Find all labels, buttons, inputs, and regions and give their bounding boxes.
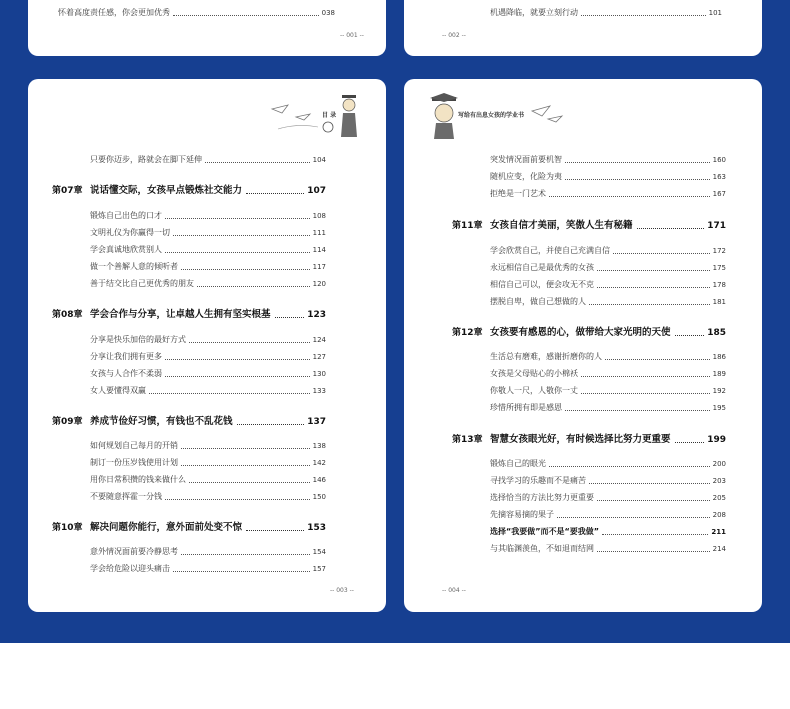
entry-page: 111 — [312, 229, 326, 237]
dot-leader — [149, 392, 310, 394]
entry-label: 女孩是父母贴心的小棉袄 — [490, 369, 578, 378]
entry-page: 195 — [712, 404, 726, 412]
entry-label: 只要你迈步，路就会在脚下延伸 — [90, 155, 202, 164]
dot-leader — [165, 217, 310, 219]
page-002-card — [404, 0, 762, 56]
entry-label: 制订一份压岁钱使用计划 — [90, 458, 178, 467]
dot-leader — [181, 447, 310, 449]
entry-page: 120 — [312, 280, 326, 288]
chapter-heading[interactable] — [452, 220, 726, 232]
chapter-title: 解决问题你能行，意外面前处变不惊 — [90, 522, 243, 533]
entry-page: 108 — [312, 212, 326, 220]
entry-page: 189 — [712, 370, 726, 378]
dot-leader — [165, 375, 310, 377]
chapter-heading[interactable] — [452, 434, 726, 446]
dot-leader — [597, 550, 710, 552]
entry-label: 随机应变，化险为夷 — [490, 172, 562, 181]
dot-leader — [275, 316, 305, 318]
toc-entry[interactable] — [490, 8, 722, 18]
dot-leader — [613, 252, 710, 254]
chapter-heading[interactable] — [52, 309, 326, 321]
dot-leader — [602, 533, 708, 535]
chapter-page: 107 — [307, 186, 326, 196]
chapter-page: 153 — [307, 523, 326, 533]
chapter-title: 学会合作与分享，让卓越人生拥有坚实根基 — [90, 309, 271, 320]
dot-leader — [675, 441, 705, 443]
entry-label: 分享是快乐加倍的最好方式 — [90, 335, 186, 344]
dot-leader — [181, 553, 310, 555]
entry-label: 学会给危险以迎头痛击 — [90, 564, 170, 573]
entry-page: 138 — [312, 442, 326, 450]
chapter-page: 137 — [307, 417, 326, 427]
entry-page: 163 — [712, 173, 726, 181]
entry-page: 172 — [712, 247, 726, 255]
entry-label: 选择“我要做”而不是“要我做” — [490, 527, 600, 536]
toc-entry[interactable] — [490, 510, 726, 520]
toc-entry[interactable] — [90, 564, 326, 574]
dot-leader — [246, 192, 304, 194]
chapter-number: 第10章 — [52, 523, 83, 533]
toc-entry[interactable] — [490, 172, 726, 182]
entry-label: 相信自己可以，便会攻无不克 — [490, 280, 594, 289]
toc-entry[interactable] — [90, 211, 326, 221]
toc-entry[interactable] — [490, 527, 726, 537]
chapter-page: 199 — [707, 435, 726, 445]
entry-label: 与其临渊羡鱼，不如退而结网 — [490, 544, 594, 553]
entry-label: 生活总有磨难，感谢折磨你的人 — [490, 352, 602, 361]
entry-page: 117 — [312, 263, 326, 271]
chapter-page: 185 — [707, 328, 726, 338]
toc-entry[interactable] — [90, 352, 326, 362]
toc-entry[interactable] — [490, 493, 726, 503]
chapter-number: 第08章 — [52, 310, 83, 320]
dot-leader — [637, 227, 705, 229]
dot-leader — [589, 482, 710, 484]
entry-page: 038 — [321, 9, 335, 17]
dot-leader — [165, 358, 310, 360]
entry-page: 167 — [712, 190, 726, 198]
entry-page: 205 — [712, 494, 726, 502]
entry-label: 善于结交比自己更优秀的朋友 — [90, 279, 194, 288]
chapter-page: 171 — [707, 221, 726, 231]
dot-leader — [581, 392, 710, 394]
entry-page: 114 — [312, 246, 326, 254]
dot-leader — [246, 529, 304, 531]
entry-page: 186 — [712, 353, 726, 361]
entry-label: 女孩与人合作不柔弱 — [90, 369, 162, 378]
entry-label: 突发情况面前要机智 — [490, 155, 562, 164]
dot-leader — [565, 161, 710, 163]
dot-leader — [197, 285, 310, 287]
dot-leader — [605, 358, 710, 360]
entry-page: 130 — [312, 370, 326, 378]
entry-label: 锻炼自己出色的口才 — [90, 211, 162, 220]
dot-leader — [549, 465, 710, 467]
entry-label: 珍惜所拥有即是感恩 — [490, 403, 562, 412]
entry-page: 214 — [712, 545, 726, 553]
dot-leader — [205, 161, 310, 163]
dot-leader — [165, 251, 310, 253]
entry-page: 142 — [312, 459, 326, 467]
page-004-card — [404, 79, 762, 612]
toc-entry[interactable] — [90, 547, 326, 557]
toc-entry[interactable] — [490, 246, 726, 256]
chapter-title: 养成节俭好习惯，有钱也不乱花钱 — [90, 416, 233, 427]
chapter-heading[interactable] — [52, 416, 326, 428]
chapter-number: 第13章 — [452, 435, 483, 445]
toc-entry[interactable] — [58, 8, 335, 18]
toc-entry[interactable] — [90, 386, 326, 396]
entry-label: 女人要懂得双赢 — [90, 386, 146, 395]
dot-leader — [597, 499, 710, 501]
toc-entry[interactable] — [490, 155, 726, 165]
toc-entry[interactable] — [490, 369, 726, 379]
toc-entry[interactable] — [490, 280, 726, 290]
chapter-number: 第07章 — [52, 186, 83, 196]
entry-page: 124 — [312, 336, 326, 344]
toc-entry[interactable] — [490, 403, 726, 413]
dot-leader — [557, 516, 710, 518]
toc-entry[interactable] — [490, 476, 726, 486]
page-number: -- 004 -- — [442, 587, 466, 594]
book-title-header: 写给有出息女孩的学业书 — [458, 112, 525, 119]
toc-entry[interactable] — [90, 475, 326, 485]
dot-leader — [181, 464, 310, 466]
page-number: -- 001 -- — [340, 32, 364, 39]
dot-leader — [589, 303, 710, 305]
entry-page: 181 — [712, 298, 726, 306]
entry-page: 192 — [712, 387, 726, 395]
entry-label: 学会欣赏自己，并使自己充满自信 — [490, 246, 610, 255]
dot-leader — [549, 195, 710, 197]
entry-page: 200 — [712, 460, 726, 468]
toc-entry[interactable] — [490, 189, 726, 199]
entry-label: 永远相信自己是最优秀的女孩 — [490, 263, 594, 272]
toc-entry[interactable] — [90, 335, 326, 345]
dot-leader — [597, 269, 710, 271]
entry-label: 学会真诚地欣赏别人 — [90, 245, 162, 254]
entry-page: 146 — [312, 476, 326, 484]
entry-page: 208 — [712, 511, 726, 519]
chapter-title: 智慧女孩眼光好，有时候选择比努力更重要 — [490, 434, 671, 445]
entry-label: 做一个善解人意的倾听者 — [90, 262, 178, 271]
entry-page: 150 — [312, 493, 326, 501]
entry-label: 你敬人一尺，人敬你一丈 — [490, 386, 578, 395]
entry-label: 锻炼自己的眼光 — [490, 459, 546, 468]
chapter-title: 说话懂交际，女孩早点锻炼社交能力 — [90, 185, 243, 196]
chapter-title: 女孩要有感恩的心，做带给大家光明的天使 — [490, 327, 671, 338]
toc-entry[interactable] — [90, 492, 326, 502]
dot-leader — [181, 268, 310, 270]
entry-label: 分享让我们拥有更多 — [90, 352, 162, 361]
entry-label: 摆脱自卑，做自己想做的人 — [490, 297, 586, 306]
dot-leader — [173, 570, 310, 572]
dot-leader — [581, 375, 710, 377]
page-number: -- 002 -- — [442, 32, 466, 39]
chapter-title: 女孩自信才美丽，笑傲人生有秘籍 — [490, 220, 633, 231]
page-001-card — [28, 0, 386, 56]
toc-entry[interactable] — [90, 262, 326, 272]
entry-label: 如何规划自己每月的开销 — [90, 441, 178, 450]
entry-page: 178 — [712, 281, 726, 289]
entry-page: 127 — [312, 353, 326, 361]
dot-leader — [173, 234, 310, 236]
entry-label: 文明礼仪为你赢得一切 — [90, 228, 170, 237]
toc-entry[interactable] — [490, 459, 726, 469]
toc-entry[interactable] — [90, 279, 326, 289]
entry-label: 意外情况面前要冷静思考 — [90, 547, 178, 556]
entry-page: 104 — [312, 156, 326, 164]
entry-label: 先摘容易摘的果子 — [490, 510, 554, 519]
entry-label: 用你日常积攒的钱来做什么 — [90, 475, 186, 484]
entry-label: 拒绝是一门艺术 — [490, 189, 546, 198]
chapter-heading[interactable] — [52, 185, 326, 197]
toc-entry[interactable] — [90, 245, 326, 255]
page-number: -- 003 -- — [330, 587, 354, 594]
entry-page: 154 — [312, 548, 326, 556]
chapter-number: 第12章 — [452, 328, 483, 338]
entry-label: 选择恰当的方法比努力更重要 — [490, 493, 594, 502]
dot-leader — [237, 423, 305, 425]
dot-leader — [597, 286, 710, 288]
chapter-heading[interactable] — [52, 522, 326, 534]
toc-entry[interactable] — [90, 458, 326, 468]
dot-leader — [581, 14, 706, 16]
entry-page: 203 — [712, 477, 726, 485]
toc-entry[interactable] — [490, 297, 726, 307]
entry-label: 寻找学习的乐趣而不是痛苦 — [490, 476, 586, 485]
entry-label: 机遇降临，就要立刻行动 — [490, 8, 578, 17]
toc-entry[interactable] — [490, 386, 726, 396]
entry-page: 160 — [712, 156, 726, 164]
toc-entry[interactable] — [90, 155, 326, 165]
chapter-number: 第09章 — [52, 417, 83, 427]
dot-leader — [675, 334, 705, 336]
toc-entry[interactable] — [490, 352, 726, 362]
dot-leader — [565, 409, 710, 411]
chapter-page: 123 — [307, 310, 326, 320]
toc-entry[interactable] — [90, 369, 326, 379]
toc-entry[interactable] — [490, 544, 726, 554]
entry-page: 175 — [712, 264, 726, 272]
entry-page: 157 — [312, 565, 326, 573]
entry-label: 怀着高度责任感，你会更加优秀 — [58, 8, 170, 17]
entry-page: 133 — [312, 387, 326, 395]
chapter-number: 第11章 — [452, 221, 483, 231]
toc-entry[interactable] — [490, 263, 726, 273]
dot-leader — [189, 341, 310, 343]
entry-label: 不要随意挥霍一分钱 — [90, 492, 162, 501]
graduate-illustration — [268, 89, 368, 141]
entry-page: 101 — [708, 9, 722, 17]
toc-entry[interactable] — [90, 228, 326, 238]
chapter-heading[interactable] — [452, 327, 726, 339]
toc-entry[interactable] — [90, 441, 326, 451]
dot-leader — [165, 498, 310, 500]
toc-header: 目 录 — [322, 112, 337, 119]
entry-page: 211 — [711, 528, 726, 536]
dot-leader — [173, 14, 319, 16]
dot-leader — [189, 481, 310, 483]
dot-leader — [565, 178, 710, 180]
page-003-card — [28, 79, 386, 612]
